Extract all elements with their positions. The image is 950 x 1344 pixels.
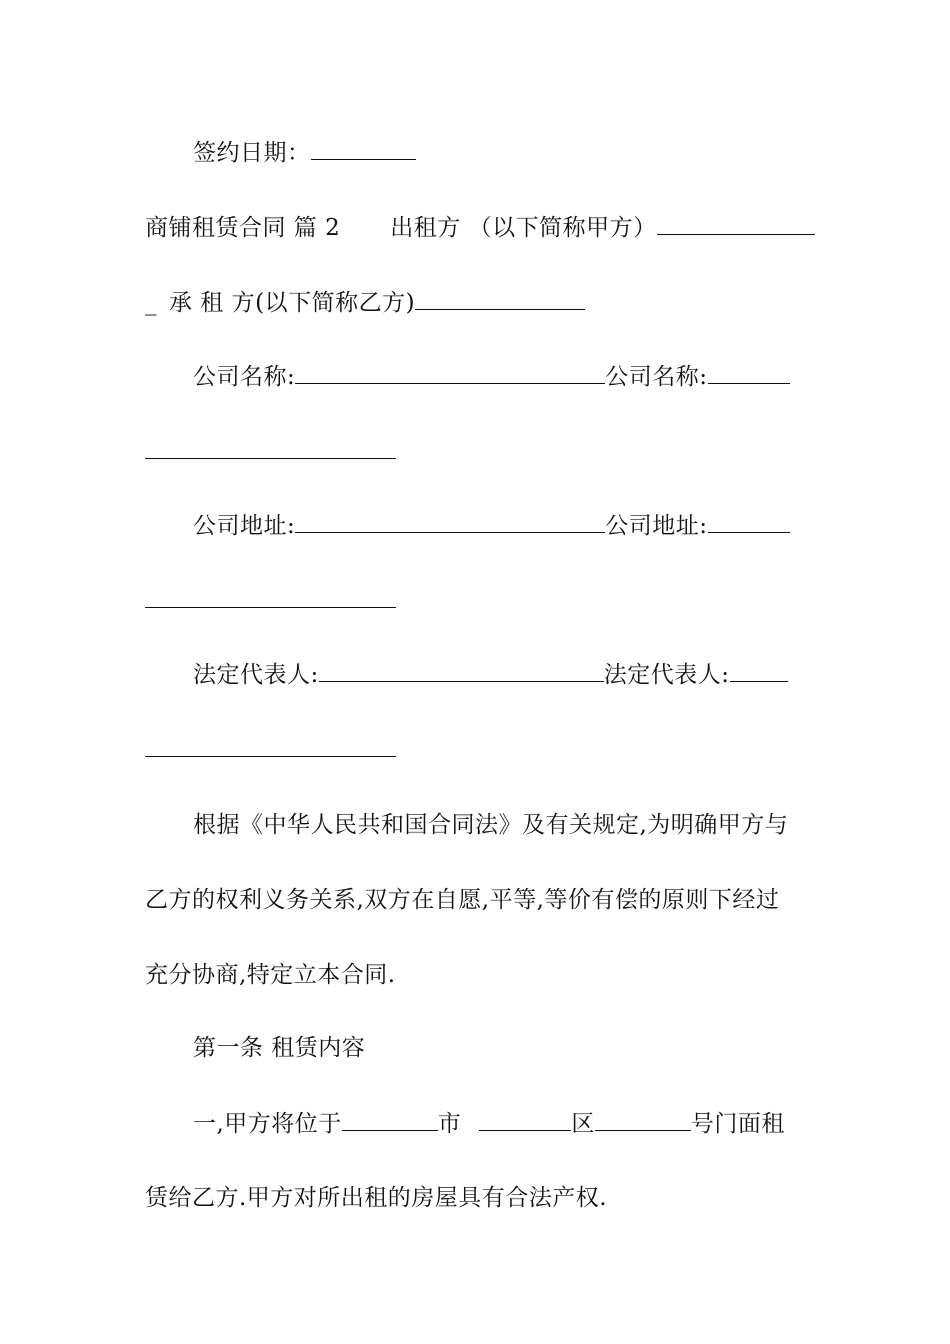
company-name-blank-b[interactable] bbox=[708, 361, 790, 384]
company-name-label-a: 公司名称: bbox=[193, 364, 296, 390]
company-name-blank-b-cont[interactable] bbox=[145, 458, 396, 459]
legal-rep-line bbox=[145, 659, 807, 689]
company-address-blank-a[interactable] bbox=[295, 510, 605, 533]
district-blank[interactable] bbox=[479, 1108, 571, 1131]
legal-rep-blank-a[interactable] bbox=[319, 659, 604, 682]
clause-1-city: 市 bbox=[437, 1111, 462, 1137]
company-name-label-b: 公司名称: bbox=[605, 364, 708, 390]
company-address-label-a: 公司地址: bbox=[193, 513, 296, 539]
company-address-blank-b-cont[interactable] bbox=[145, 607, 396, 608]
lessee-label: 承 租 方(以下简称乙方) bbox=[169, 290, 416, 316]
sign-date-line bbox=[145, 137, 807, 167]
preamble-line-3: 充分协商,特定立本合同. bbox=[145, 962, 396, 988]
city-blank[interactable] bbox=[342, 1108, 438, 1131]
company-address-line bbox=[145, 510, 807, 540]
lessee-blank[interactable] bbox=[415, 287, 585, 310]
clause-1-line bbox=[145, 1108, 807, 1138]
legal-rep-label-b: 法定代表人: bbox=[603, 662, 730, 688]
number-blank[interactable] bbox=[595, 1108, 691, 1131]
clause-1-cont: 赁给乙方.甲方对所出租的房屋具有合法产权. bbox=[145, 1185, 608, 1211]
legal-rep-blank-b-cont[interactable] bbox=[145, 756, 396, 757]
company-name-line bbox=[145, 361, 807, 391]
lessor-label: 出租方 （以下简称甲方） bbox=[390, 215, 657, 241]
lessee-prefix: _ bbox=[145, 290, 157, 316]
company-address-label-b: 公司地址: bbox=[605, 513, 708, 539]
sign-date-blank[interactable] bbox=[311, 137, 416, 160]
preamble-line-2: 乙方的权利义务关系,双方在自愿,平等,等价有偿的原则下经过 bbox=[145, 887, 780, 913]
legal-rep-label-a: 法定代表人: bbox=[193, 662, 319, 688]
sign-date-label: 签约日期： bbox=[193, 140, 311, 166]
preamble-line-1: 根据《中华人民共和国合同法》及有关规定,为明确甲方与 bbox=[193, 812, 789, 838]
contract-title: 商铺租赁合同 篇 2 bbox=[145, 215, 341, 241]
article-1-title: 第一条 租赁内容 bbox=[193, 1035, 366, 1061]
company-name-blank-a[interactable] bbox=[295, 361, 605, 384]
clause-1-prefix: 一,甲方将位于 bbox=[193, 1111, 342, 1137]
clause-1-number: 号门面租 bbox=[690, 1111, 785, 1137]
lessee-line bbox=[145, 287, 807, 317]
title-lessor-line bbox=[145, 212, 807, 242]
company-address-blank-b[interactable] bbox=[708, 510, 790, 533]
lessor-blank[interactable] bbox=[657, 212, 815, 235]
clause-1-district: 区 bbox=[571, 1111, 595, 1137]
legal-rep-blank-b[interactable] bbox=[730, 659, 788, 682]
